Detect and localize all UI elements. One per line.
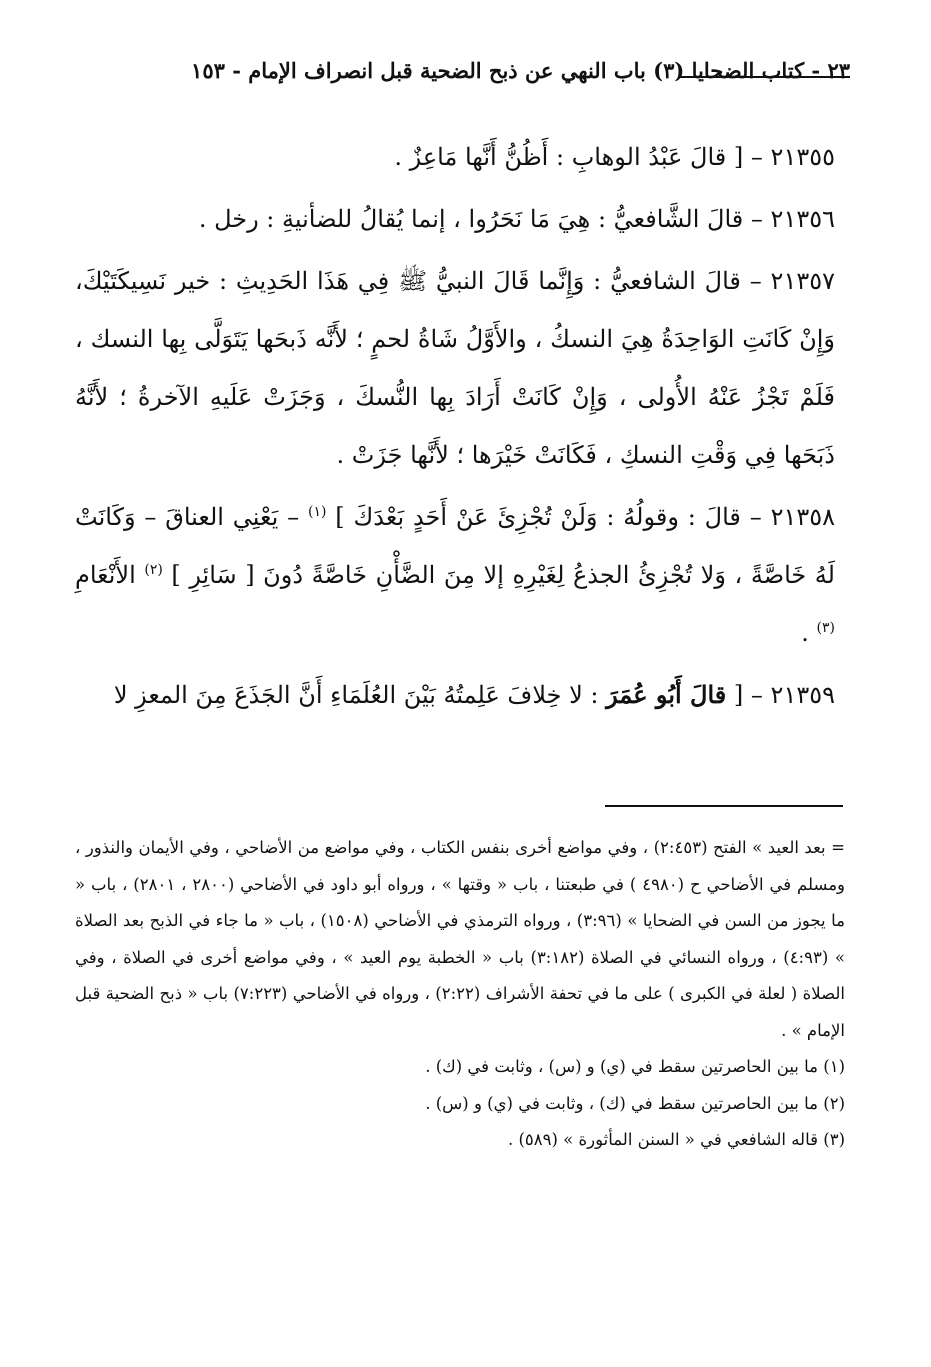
paragraph-number: ٢١٣٥٨	[770, 503, 836, 531]
paragraph-text: – قالَ الشافعيُّ : وَإِنَّما قَالَ النبيُّ ﷺ فِي هَذَا الحَدِيثِ : خير نَسِيكَتَيْكَ، وَإِنْ كَانَتِ الوَاحِدَةُ هِيَ النسكُ ، والأَوَّلُ شَاةُ لحمٍ ؛ لأَنَّه ذَبحَها يَتَوَلَّى بِها النسك ، فَلَمْ تَجْزُ عَنْهُ الأُولى ، وَإِنْ كَانَتْ أَرَادَ بِها النُّسكَ ، وَجَزَتْ عَلَيهِ الآخرةُ ؛ لأَنَّهُ ذَبَحَها فِي وَقْتِ النسكِ ، فَكَانَتْ خَيْرَها ؛ لأَنَّها جَزَتْ .	[75, 267, 835, 469]
footnote-3: (٣) قاله الشافعي في « السنن المأثورة » (٥٨٩) .	[507, 1130, 845, 1149]
paragraph	[75, 666, 835, 724]
paragraph-number: ٢١٣٥٦	[770, 205, 835, 233]
footnote-2: (٢) ما بين الحاصرتين سقط في (ك) ، وثابت في (ي) و (س) .	[425, 1093, 845, 1113]
paragraph	[75, 128, 835, 186]
paragraph-number: ٢١٣٥٧	[770, 267, 835, 295]
paragraph-text: – يَعْنِي العناقَ – وَكَانَتْ لَهُ خَاصَّةً ، وَلا تُجْزِئُ الجذعُ لِغَيْرِهِ إلا مِنَ الضَّأْنِ خَاصَّةً دُونَ [ سَائِرِ ]	[75, 503, 835, 589]
footnote-ref[interactable]: (٣)	[816, 620, 835, 636]
running-header	[60, 58, 850, 98]
header-title: ٢٣ - كتاب الضحايا (٣) باب النهي عن ذبح الضحية قبل انصراف الإمام - ١٥٣	[191, 58, 850, 83]
footnote-continuation: = بعد العيد » الفتح (٢:٤٥٣) ، وفي مواضع أخرى بنفس الكتاب ، وفي مواضع من الأضاحي ، وفي الأيمان والنذور ، ومسلم في الأضاحي ح (٤٩٨٠ ) في طبعتنا ، باب « وقتها » ، ورواه أبو داود في الأضاحي (٢٨٠٠ ، ٢٨٠١) ، باب « ما يجوز من السن في الضحايا » (٣:٩٦) ، ورواه الترمذي في الأضاحي (١٥٠٨) ، باب « ما جاء في الذبح بعد الصلاة » (٤:٩٣) ، ورواه النسائي في الصلاة (٣:١٨٢) باب « الخطبة يوم العيد » ، وفي مواضع أخرى في الصلاة ، وفي الصلاة ( لعلة في الكبرى ) على ما في تحفة الأشراف (٢:٢٢) ، ورواه في الأضاحي (٧:٢٢٣) باب « ذبح الضحية قبل الإمام » .	[75, 838, 846, 1040]
main-text	[75, 128, 835, 724]
paragraph-text: – قالَ الشَّافعيُّ : هِيَ مَا نَحَرُوا ، إنما يُقالُ للضأنيةِ : رخل .	[198, 205, 763, 233]
footnote-ref[interactable]: (٢)	[144, 562, 163, 578]
paragraph	[75, 190, 835, 248]
paragraph-text: – [	[733, 681, 763, 709]
speaker-name: قالَ أَبُو عُمَرَ	[606, 680, 727, 709]
footnote-rule	[605, 805, 843, 807]
paragraph-number: ٢١٣٥٥	[770, 143, 835, 171]
footnote-1: (١) ما بين الحاصرتين سقط في (ي) و (س) ، وثابت في (ك) .	[425, 1057, 845, 1076]
paragraph	[75, 488, 835, 662]
paragraph-text: : لا خِلافَ عَلِمتُهُ بَيْنَ العُلَمَاءِ أَنَّ الجَذَعَ مِنَ المعزِ لا	[113, 681, 599, 709]
footnote-ref[interactable]: (١)	[307, 504, 327, 520]
paragraph	[75, 252, 835, 484]
paragraph-text: – [ قالَ عَبْدُ الوهابِ : أَظُنُّ أَنَّها مَاعِزٌ .	[394, 143, 763, 171]
paragraph-text: – قالَ : وقولُهُ : وَلَنْ تُجْزِئَ عَنْ أَحَدٍ بَعْدَكَ ]	[335, 503, 762, 531]
paragraph-text: الأَنْعَامِ	[75, 561, 136, 589]
header-rule	[680, 76, 850, 78]
paragraph-text: .	[801, 619, 809, 647]
paragraph-number: ٢١٣٥٩	[770, 681, 835, 709]
footnotes	[75, 830, 845, 1159]
